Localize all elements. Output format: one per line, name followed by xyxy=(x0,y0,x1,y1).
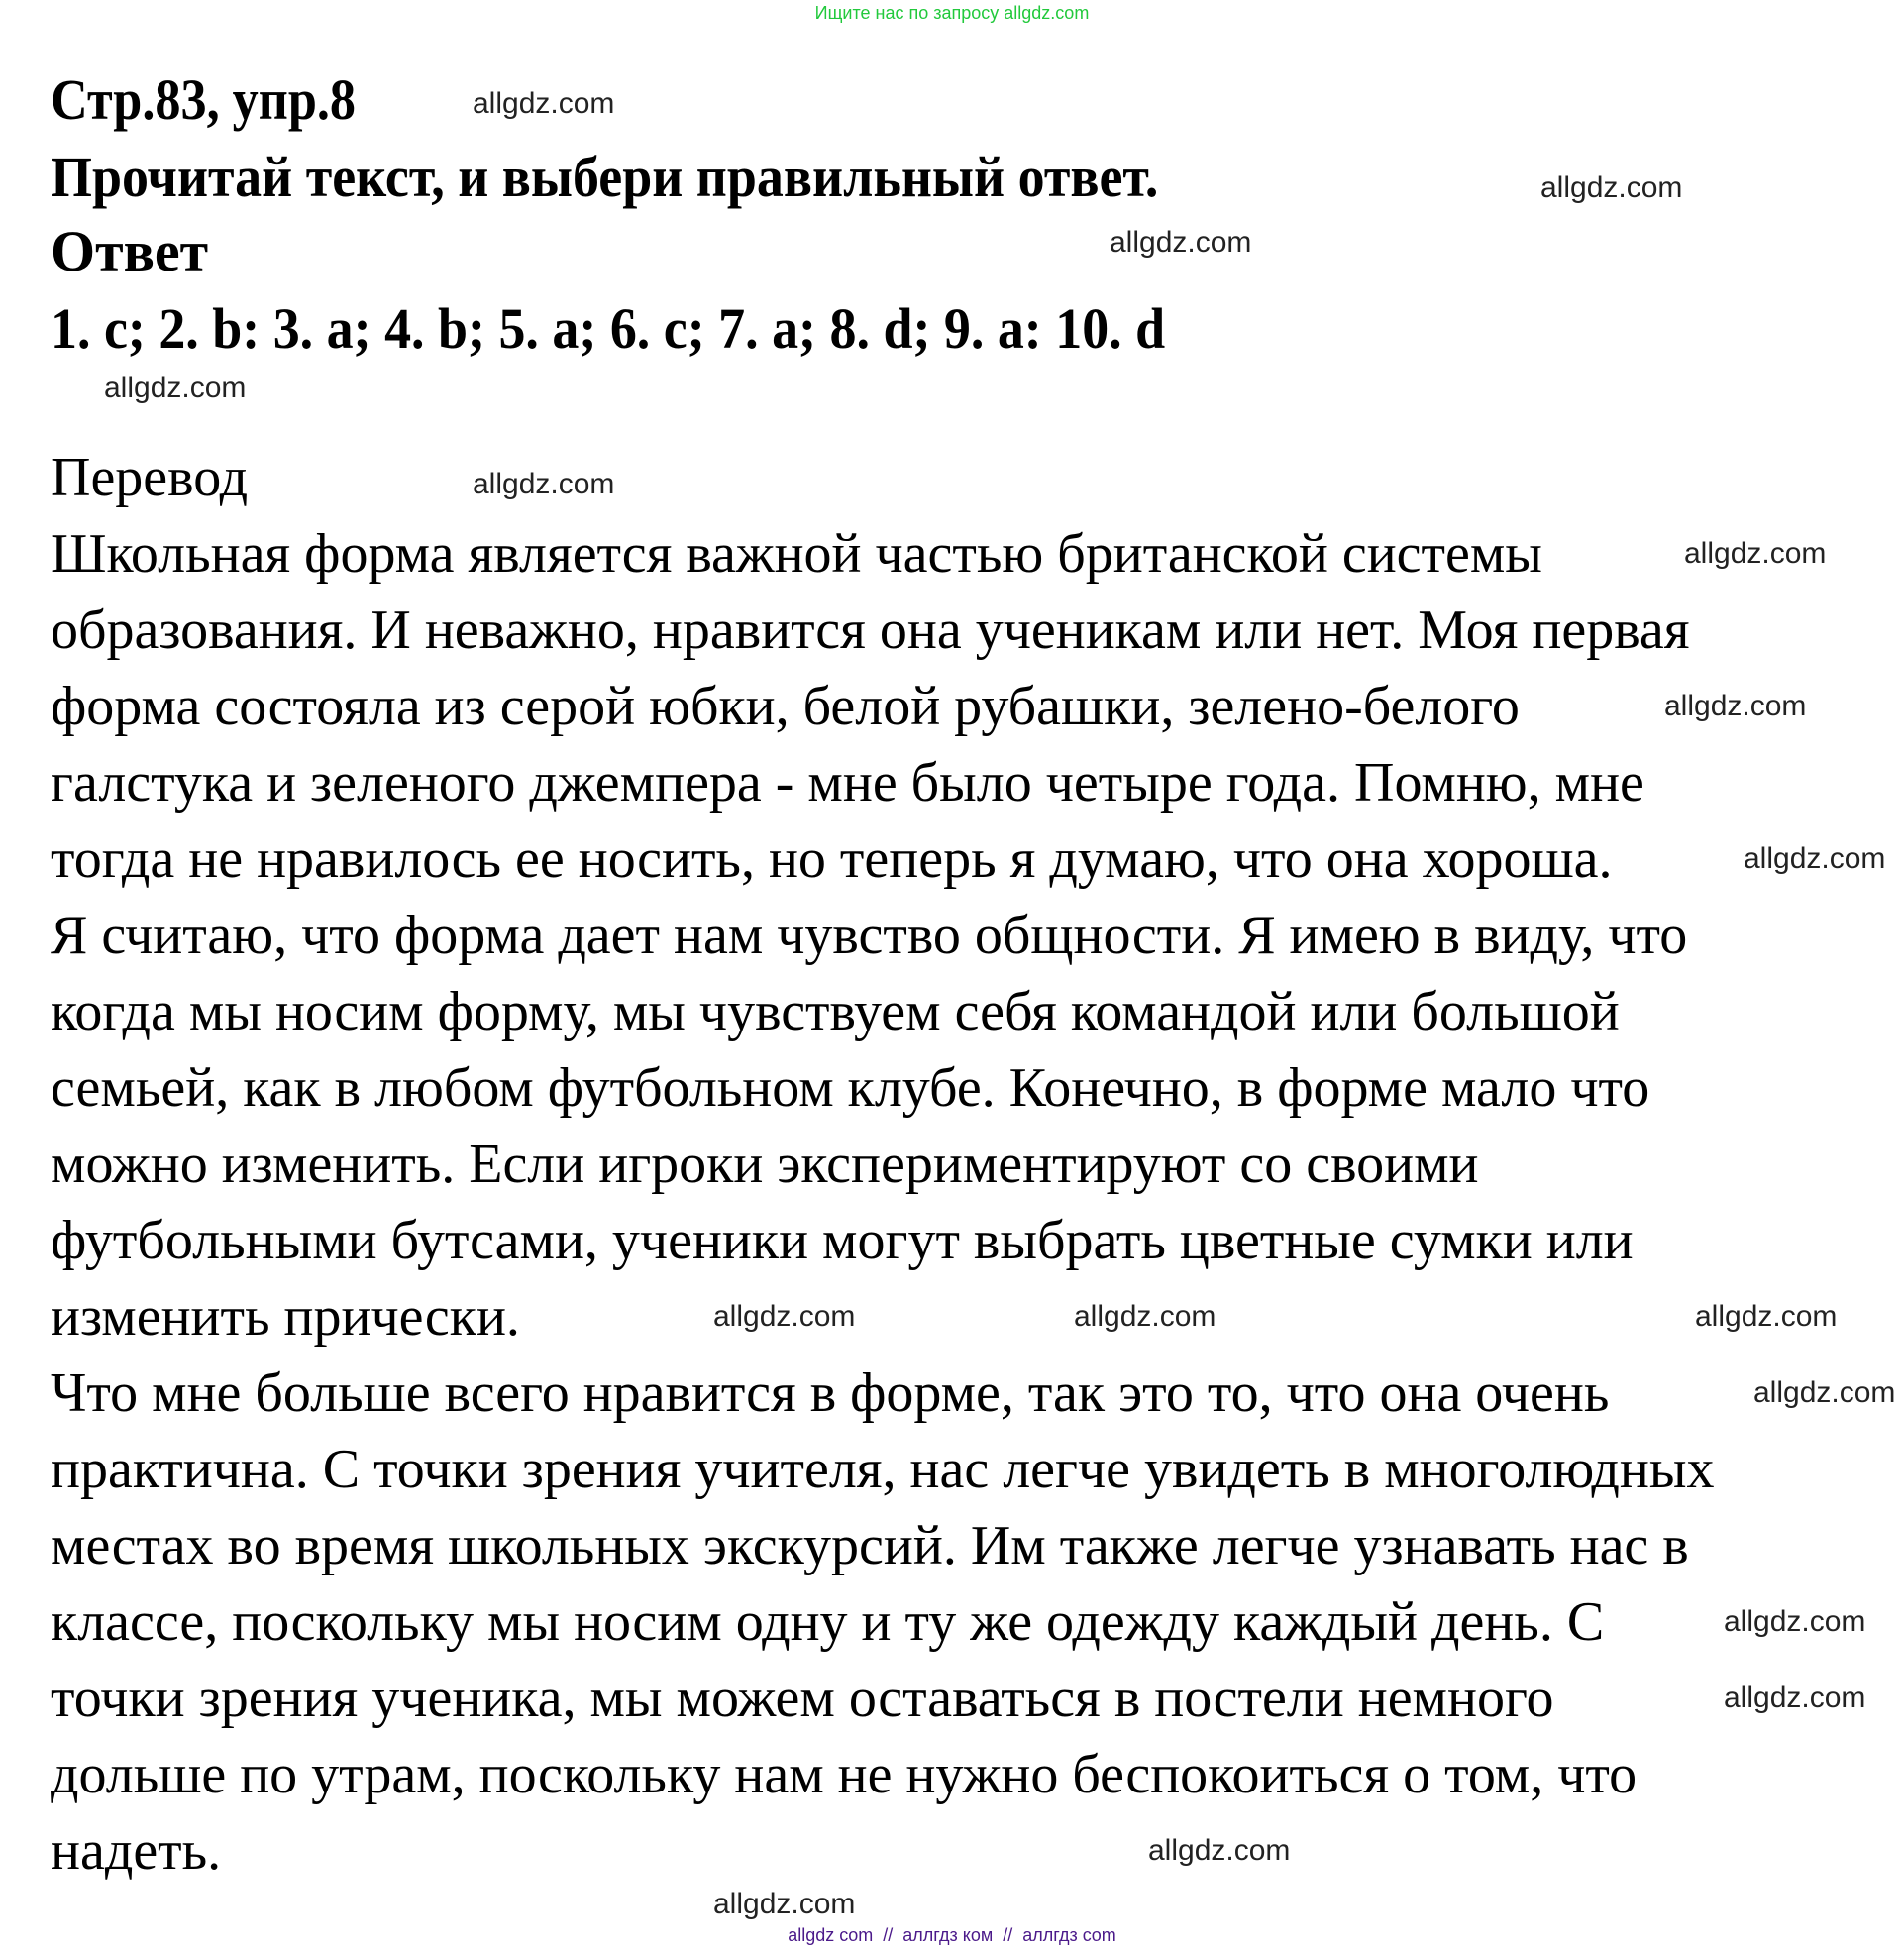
search-banner[interactable]: Ищите нас по запросу allgdz.com xyxy=(814,3,1090,23)
translation-heading: Перевод xyxy=(51,447,249,508)
text-line: можно изменить. Если игроки экспериментируют со своими xyxy=(51,1134,1479,1195)
watermark: allgdz.com xyxy=(1148,1834,1291,1867)
task-heading: Прочитай текст, и выбери правильный ответ. xyxy=(51,145,1159,209)
watermark: allgdz.com xyxy=(1724,1682,1866,1714)
text-line: Что мне больше всего нравится в форме, так это то, что она очень xyxy=(51,1362,1610,1424)
text-line: классе, поскольку мы носим одну и ту же одежду каждый день. С xyxy=(51,1591,1605,1653)
answer-heading: Ответ xyxy=(51,219,209,283)
footer-links[interactable]: allgdz com // аллгдз ком // аллгдз com xyxy=(788,1925,1116,1945)
text-line: дольше по утрам, поскольку нам не нужно беспокоиться о том, что xyxy=(51,1744,1638,1805)
page-title: Стр.83, упр.8 xyxy=(51,67,357,132)
text-line: практична. С точки зрения учителя, нас легче увидеть в многолюдных xyxy=(51,1439,1715,1500)
watermark: allgdz.com xyxy=(1684,537,1827,570)
text-line: форма состояла из серой юбки, белой рубашки, зелено-белого xyxy=(51,676,1520,737)
watermark: allgdz.com xyxy=(473,87,615,120)
watermark: allgdz.com xyxy=(1540,171,1683,204)
watermark: allgdz.com xyxy=(1695,1300,1838,1333)
text-line: изменить прически. xyxy=(51,1286,520,1348)
text-line: точки зрения ученика, мы можем оставаться в постели немного xyxy=(51,1668,1554,1729)
answers-line: 1. c; 2. b: 3. a; 4. b; 5. a; 6. c; 7. a; 8. d; 9. a: 10. d xyxy=(51,296,1166,361)
text-line: тогда не нравилось ее носить, но теперь я думаю, что она хороша. xyxy=(51,828,1613,890)
text-line: семьей, как в любом футбольном клубе. Конечно, в форме мало что xyxy=(51,1057,1650,1119)
text-line: галстука и зеленого джемпера - мне было четыре года. Помню, мне xyxy=(51,752,1644,814)
watermark: allgdz.com xyxy=(1110,226,1252,259)
watermark: allgdz.com xyxy=(473,468,615,500)
text-line: образования. И неважно, нравится она ученикам или нет. Моя первая xyxy=(51,599,1690,661)
watermark: allgdz.com xyxy=(1724,1605,1866,1638)
text-line: когда мы носим форму, мы чувствуем себя командой или большой xyxy=(51,981,1620,1042)
watermark: allgdz.com xyxy=(1664,690,1807,722)
text-line: местах во время школьных экскурсий. Им также легче узнавать нас в xyxy=(51,1515,1689,1576)
text-line: надеть. xyxy=(51,1820,222,1882)
watermark: allgdz.com xyxy=(713,1888,856,1920)
text-line: Школьная форма является важной частью британской системы xyxy=(51,523,1542,585)
watermark: allgdz.com xyxy=(1753,1376,1896,1409)
text-line: футбольными бутсами, ученики могут выбрать цветные сумки или xyxy=(51,1210,1634,1271)
watermark: allgdz.com xyxy=(1744,842,1886,875)
watermark: allgdz.com xyxy=(1074,1300,1216,1333)
text-line: Я считаю, что форма дает нам чувство общности. Я имею в виду, что xyxy=(51,905,1688,966)
watermark: allgdz.com xyxy=(713,1300,856,1333)
watermark: allgdz.com xyxy=(104,372,247,404)
